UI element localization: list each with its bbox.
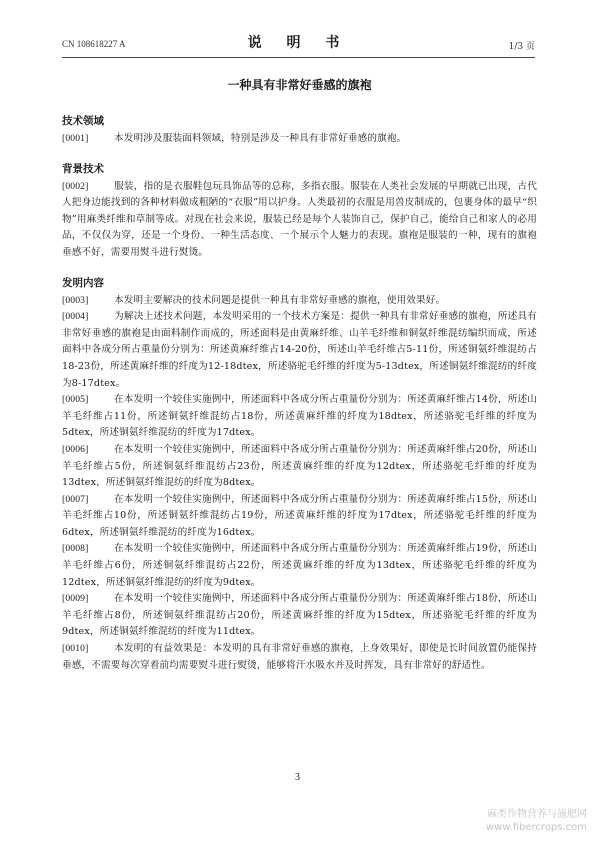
section-technical-field [62, 113, 537, 148]
paragraph [62, 309, 537, 392]
paragraph-number: [0005] [62, 394, 89, 406]
paragraph [62, 641, 537, 674]
header-divider [62, 57, 535, 58]
paragraph-number: [0006] [62, 443, 89, 455]
paragraph [62, 541, 537, 591]
paragraph [62, 131, 537, 148]
paragraph-number: [0007] [62, 493, 89, 505]
paragraph-number: [0001] [62, 133, 89, 144]
paragraph-text: 在本发明一个较佳实施例中，所述面料中各成分所占重量份分别为：所述黄麻纤维占20份，所述山羊毛纤维占5份，所述铜氨纤维混纺占23份，所述黄麻纤维的纤度为12dtex，所述骆驼毛纤维的纤度为13dtex，所述铜氨纤维混纺的纤度为8dtex。 [62, 443, 537, 489]
paragraph-text: 在本发明一个较佳实施例中，所述面料中各成分所占重量份分别为：所述黄麻纤维占15份，所述山羊毛纤维占10份，所述铜氨纤维混纺占19份，所述黄麻纤维的纤度为17dtex，所述骆驼毛纤维的纤度为6dtex，所述铜氨纤维混纺的纤度为16dtex。 [62, 493, 537, 538]
section-background [62, 161, 537, 262]
document-body [62, 76, 537, 674]
paragraph-text: 在本发明一个较佳实施例中，所述面料中各成分所占重量份分别为：所述黄麻纤维占14份，所述山羊毛纤维占11份，所述铜氨纤维混纺占18份，所述黄麻纤维的纤度为18dtex，所述骆驼毛纤维的纤度为5dtex，所述铜氨纤维混纺的纤度为17dtex。 [62, 394, 537, 439]
paragraph [62, 293, 537, 310]
page-count: 1/3 页 [508, 42, 535, 52]
paragraph-text: 在本发明一个较佳实施例中，所述面料中各成分所占重量份分别为：所述黄麻纤维占18份，所述山羊毛纤维占8份，所述铜氨纤维混纺占20份，所述黄麻纤维的纤度为15dtex，所述骆驼毛纤维的纤度为9dtex，所述铜氨纤维混纺的纤度为11dtex。 [62, 593, 537, 638]
watermark-url: www.fibercrops.com [485, 822, 587, 833]
paragraph [62, 179, 537, 262]
section-heading: 发明内容 [62, 276, 104, 289]
section-summary [62, 275, 537, 675]
paragraph-text: 为解决上述技术问题，本发明采用的一个技术方案是：提供一种具有非常好垂感的旗袍，所述具有非常好垂感的旗袍是由面料制作而成的，所述面料是由黄麻纤维、山羊毛纤维和铜氨纤维混纺编织而成，所述面料中各成分所占重量份分别为：所述黄麻纤维占14-20份，所述山羊毛纤维占5-11份，所述铜氨纤维混纺占18-23份，所述黄麻纤维的纤度为12-18dtex，所述骆驼毛纤维的纤度为5-13dtex，所述铜氨纤维混纺的纤度为8-17dtex。 [62, 311, 537, 389]
document-type-title: 说 明 书 [247, 35, 350, 51]
watermark-site-name: 麻类作物营养与施肥网 [487, 809, 587, 820]
paragraph-text: 本发明的有益效果是：本发明的具有非常好垂感的旗袍，上身效果好，即使是长时间放置仍能保持垂感，不需要每次穿着前均需要熨斗进行熨烫，能够将汗水吸水并及时挥发，具有非常好的舒适性。 [62, 643, 537, 671]
page-number: 3 [295, 772, 300, 783]
paragraph-number: [0002] [62, 180, 89, 192]
paragraph-number: [0010] [62, 643, 89, 655]
paragraph-text: 本发明涉及服装面料领域，特别是涉及一种具有非常好垂感的旗袍。 [114, 133, 407, 144]
paragraph-number: [0004] [62, 311, 89, 323]
paragraph-text: 在本发明一个较佳实施例中，所述面料中各成分所占重量份分别为：所述黄麻纤维占19份，所述山羊毛纤维占6份，所述铜氨纤维混纺占22份，所述黄麻纤维的纤度为13dtex，所述骆驼毛纤维的纤度为12dtex，所述铜氨纤维混纺的纤度为9dtex。 [62, 543, 537, 588]
paragraph [62, 492, 537, 542]
paragraph [62, 442, 537, 492]
page-header [62, 26, 535, 56]
paragraph-number: [0008] [62, 543, 89, 555]
paragraph-number: [0009] [62, 593, 89, 605]
section-heading: 技术领域 [62, 115, 104, 127]
section-heading: 背景技术 [62, 162, 104, 175]
paragraph [62, 392, 537, 442]
invention-title: 一种具有非常好垂感的旗袍 [227, 78, 372, 92]
paragraph-number: [0003] [62, 294, 89, 306]
patent-number: CN 108618227 A [62, 39, 126, 49]
paragraph-text: 本发明主要解决的技术问题是提供一种具有非常好垂感的旗袍，使用效果好。 [114, 294, 446, 306]
paragraph [62, 591, 537, 641]
paragraph-text: 服装，指的是衣服鞋包玩具饰品等的总称，多指衣服。服装在人类社会发展的早期就已出现，古代人把身边能找到的各种材料做成粗陋的“衣服”用以护身。人类最初的衣服是用兽皮制成的，包裹身体的最早“织物”用麻类纤维和草制等成。对现在社会来说，服装已经是每个人装饰自己，保护自己，能给自己和家人的必用品，不仅仅为穿，还是一个身份、一种生活态度、一个展示个人魅力的表现。旗袍是服装的一种，现有的旗袍垂感不好，需要用熨斗进行熨烫。 [62, 180, 537, 258]
site-watermark [486, 808, 587, 834]
